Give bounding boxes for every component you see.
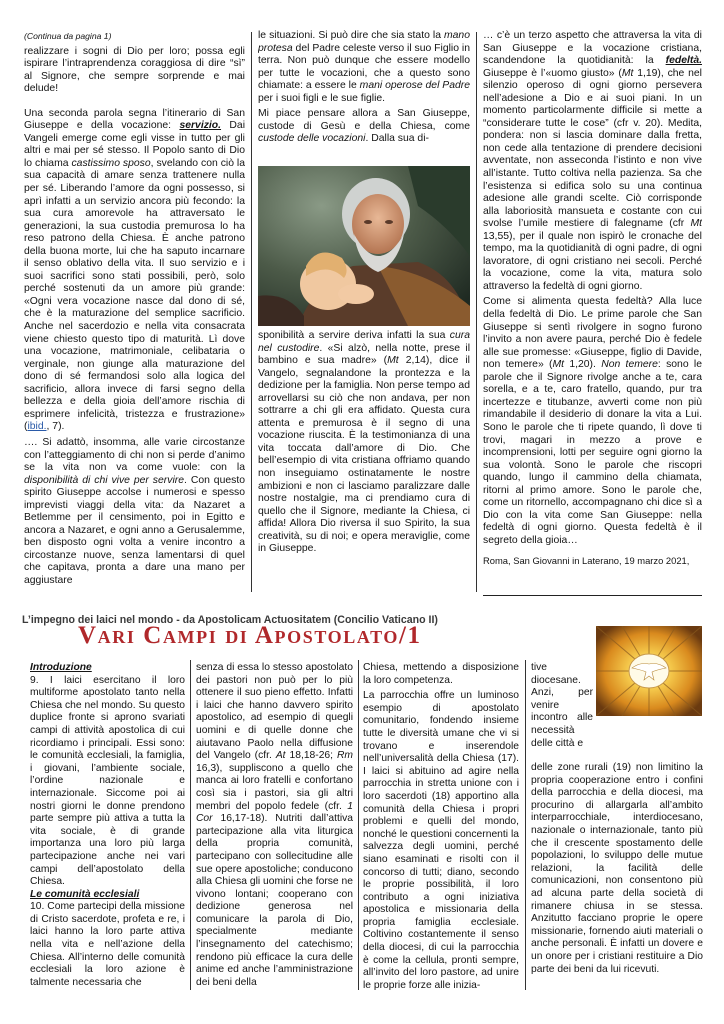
bottom-column-2 xyxy=(196,662,353,992)
section-label: L’impegno dei laici nel mondo - da Apostolicam Actuositatem (Concilio Vaticano II) xyxy=(22,614,438,626)
paragraph: delle zone rurali (19) non limitino la propria cooperazione entro i confini della parrocchia e della diocesi, ma procurino di allargarla all’ambito interparrocchiale, interdiocesano, nazionale o internazionale, tanto più che il crescente spostamento delle popolazioni, lo sviluppo delle mutue relazioni, la facilità delle comunicazioni, non consentono più ad alcuna parte della società di rimanere chiusa in se stessa. Anzitutto facciano proprie le opere missionarie, fornendo aiuti materiali o anche personali. È infatti un dovere e un onore per i cristiani restituire a Dio parte dei beni da lui ricevuti. xyxy=(531,762,703,975)
heading-comunita-ecclesiali: Le comunità ecclesiali xyxy=(30,888,140,900)
keyword-fedelta: fedeltà. xyxy=(665,55,702,67)
paragraph: Una seconda parola segna l’itinerario di San Giuseppe e della vocazione: servizio. Dai Vangeli emerge come egli visse in tutto per gli altri e mai per sé stesso. Il Popolo santo di Dio lo chiama castissimo sposo, svelando con ciò la sua capacità di amare senza trattenere nulla per sé. Liberando l’amore da ogni possesso, si aprì infatti a un servizio ancora più fecondo: la sua cura amorevole ha attraversato le generazioni, la sua custodia premurosa lo ha reso patrono della Chiesa. È anche patrono della buona morte, lui che ha saputo incarnare il senso oblativo della vita. Il suo servizio e i suoi sacrifici sono stati possibili, però, solo perché sostenuti da un amore più grande: «Ogni vera vocazione nasce dal dono di sé, che è la maturazione del semplice sacrificio. Anche nel sacerdozio e nella vita consacrata viene chiesto questo tipo di maturità. Lì dove una vocazione, matrimoniale, celibataria o verginale, non giunge alla maturazione del dono di sé fermandosi solo alla logica del sacrificio, allora invece di farsi segno della bellezza e della gioia dell’amore rischia di esprimere infelicità, tristezza e frustrazione» (ibid., 7). xyxy=(24,107,245,433)
bottom-column-4-upper xyxy=(531,662,593,762)
saint-joseph-painting xyxy=(258,166,470,326)
paragraph: 9. I laici esercitano il loro multiforme apostolato tanto nella Chiesa che nel mondo. Su questo duplice fronte si aprono svariati campi di attività apostolica di cui ricordiamo i principali. Essi sono: le comunità ecclesiali, la famiglia, i giovani, l’ambiente sociale, l’ordine nazionale e internazionale. Siccome poi ai nostri giorni le donne prendono parte sempre più attiva a tutta la vita sociale, è di grande importanza una loro più larga partecipazione anche nei vari campi dell’apostolato della Chiesa. xyxy=(30,674,185,888)
column-divider xyxy=(476,32,477,592)
holy-spirit-window xyxy=(596,626,702,716)
paragraph: tive diocesane. Anzi, per venire incontro alle necessità delle città e xyxy=(531,662,593,749)
paragraph: … c’è un terzo aspetto che attraversa la vita di San Giuseppe e la vocazione cristiana, scandendone la quotidianità: la fedeltà. Giuseppe è l’«uomo giusto» (Mt 1,19), che nel silenzio operoso di ogni giorno persevera nell’adesione a Dio e ai suoi piani. In un momento particolarmente difficile si mette a “considerare tutte le cose” (cfr v. 20). Medita, pondera: non si lascia dominare dalla fretta, non cede alla tentazione di prendere decisioni avventate, non asseconda l’istinto e non vive all’istante. Tutto coltiva nella pazienza. Sa che l’esistenza si edifica solo su una continua adesione alle grandi scelte. Ciò corrisponde alla laboriosità mansueta e costante con cui svolse l’umile mestiere di falegname (cfr Mt 13,55), per il quale non ispirò le cronache del tempo, ma la quotidianità di ogni padre, di ogni lavoratore, di ogni cristiano nei secoli. Perché la vocazione, come la vita, matura solo attraverso la fedeltà di ogni giorno. xyxy=(483,30,702,292)
column-divider xyxy=(190,660,191,990)
paragraph: realizzare i sogni di Dio per loro; possa egli ispirare l’intraprendenza coraggiosa di dire “sì” al Signore, che sempre sorprende e mai delude! xyxy=(24,45,245,95)
paragraph: 10. Come partecipi della missione di Cristo sacerdote, profeta e re, i laici hanno la loro parte attiva nella vita e nell’azione della Chiesa. All’interno delle comunità ecclesiali la loro azione è talmente necessaria che xyxy=(30,901,185,988)
keyword-servizio: servizio. xyxy=(179,120,222,132)
heading-introduzione: Introduzione xyxy=(30,662,92,673)
paragraph: Mi piace pensare allora a San Giuseppe, custode di Gesù e della Chiesa, come custode delle vocazioni. Dalla sua di- xyxy=(258,108,470,145)
paragraph: senza di essa lo stesso apostolato dei pastori non può per lo più ottenere il suo pieno effetto. Infatti i laici che hanno davvero spirito apostolico, ad esempio di quegli uomini e di quelle donne che aiutavano Paolo nella diffusione del Vangelo (cfr. At 18,18-26; Rm 16,3), suppliscono a quello che manca ai loro fratelli e confortano così sia i pastori, sia gli altri membri del popolo fedele (cfr. 1 Cor 16,17-18). Nutriti dall’attiva partecipazione alla vita liturgica della propria comunità, partecipano con sollecitudine alle sue opere apostoliche; conducono alla Chiesa gli uomini che forse ne vivono lontani; cooperano con dedizione generosa nel comunicare la parola di Dio, specialmente mediante l’insegnamento del catechismo; rendono più efficace la cura delle anime ed anche l’amministrazione dei beni della xyxy=(196,662,353,988)
signature-line: Roma, San Giovanni in Laterano, 19 marzo 2021, xyxy=(483,555,690,567)
signature-rule xyxy=(483,595,702,596)
column-divider xyxy=(525,660,526,990)
article-column-1 xyxy=(24,30,245,596)
bottom-column-3 xyxy=(363,662,519,992)
article-column-3 xyxy=(483,30,702,596)
article-column-2-lower xyxy=(258,330,470,582)
column-divider xyxy=(358,660,359,990)
paragraph: Chiesa, mettendo a disposizione la loro competenza. xyxy=(363,662,519,686)
paragraph: sponibilità a servire deriva infatti la sua cura nel custodire. «Si alzò, nella notte, prese il bambino e sua madre» (Mt 2,14), dice il Vangelo, segnalandone la prontezza e la dedizione per la famiglia. Non perse tempo ad arrovellarsi su ciò che non andava, per non sottrarre a chi gli era affidato. Questa cura attenta e premurosa è il segno di una vocazione riuscita. È la testimonianza di una vita toccata dall’amore di Dio. Che bell’esempio di vita cristiana offriamo quando non inseguiamo ostinatamente le nostre ambizioni e non ci lasciamo paralizzare dalle nostre nostalgie, ma ci prendiamo cura di quello che il Signore, mediante la Chiesa, ci affida! Allora Dio riversa il suo Spirito, la sua creatività, su di noi; e opera meraviglie, come in Giuseppe. xyxy=(258,330,470,555)
column-divider xyxy=(251,32,252,592)
saint-joseph-image xyxy=(258,166,470,326)
section-title: Vari Campi di Apostolato/1 xyxy=(78,622,422,649)
paragraph: …. Si adattò, insomma, alle varie circostanze con l’atteggiamento di chi non si perde d’animo se la vita non va come vuole: con la disponibilità di chi vive per servire. Con questo spirito Giuseppe accolse i numerosi e spesso imprevisti viaggi della vita: da Nazaret a Betlemme per il censimento, poi in Egitto e ancora a Nazaret, e ogni anno a Gerusalemme, ben disposto ogni volta a venire incontro a circostanze nuove, senza lamentarsi di quel che capitava, pronta a dare una mano per aggiustare xyxy=(24,436,245,586)
dove-icon xyxy=(596,626,702,716)
paragraph: La parrocchia offre un luminoso esempio di apostolato comunitario, fondendo insieme tutte le diversità umane che vi si trovano e inserendole nell’universalità della Chiesa (17). I laici si abituino ad agire nella parrocchia in stretta unione con i loro sacerdoti (18) apportino alla comunità della Chiesa i propri problemi e quelli del mondo, nonché le questioni concernenti la salvezza degli uomini, perché siano esaminati e risolti con il concorso di tutti; diano, secondo le proprie possibilità, il loro contributo a ogni iniziativa apostolica e missionaria della propria famiglia ecclesiale. Coltivino costantemente il senso della diocesi, di cui la parrocchia è come la cellula, pronti sempre, all’invito del loro pastore, ad unire le proprie forze alle inizia- xyxy=(363,690,519,991)
bottom-column-1 xyxy=(30,662,185,992)
bottom-column-4 xyxy=(531,762,703,992)
ibid-link[interactable]: ibid. xyxy=(27,421,47,433)
article-column-2-upper xyxy=(258,30,470,162)
continued-note: (Continua da pagina 1) xyxy=(24,31,112,41)
paragraph: le situazioni. Si può dire che sia stato la mano protesa del Padre celeste verso il suo Figlio in terra. Non può dunque che essere modello per tutte le vocazioni, che a questo sono chiamate: a essere le mani operose del Padre per i suoi figli e le sue figlie. xyxy=(258,30,470,104)
paragraph: Come si alimenta questa fedeltà? Alla luce della fedeltà di Dio. Le prime parole che San Giuseppe si sentì rivolgere in sogno furono l’invito a non avere paura, perché Dio è fedele alle sue promesse: «Giuseppe, figlio di Davide, non temere» (Mt 1,20). Non temere: sono le parole che il Signore rivolge anche a te, cara sorella, e a te, caro fratello, quando, pur tra incertezze e titubanze, avverti come non più rimandabile il desiderio di donare la vita a Lui. Sono le parole che ti ripete quando, lì dove ti trovi, magari in mezzo a prove e incomprensioni, lotti per seguire ogni giorno la sua volontà. Sono le parole che riscopri quando, lungo il cammino della chiamata, ritorni al primo amore. Sono le parole che, come un ritornello, accompagnano chi dice sì a Dio con la vita come San Giuseppe: nella fedeltà di ogni giorno. Questa fedeltà è il segreto della gioia… xyxy=(483,296,702,546)
